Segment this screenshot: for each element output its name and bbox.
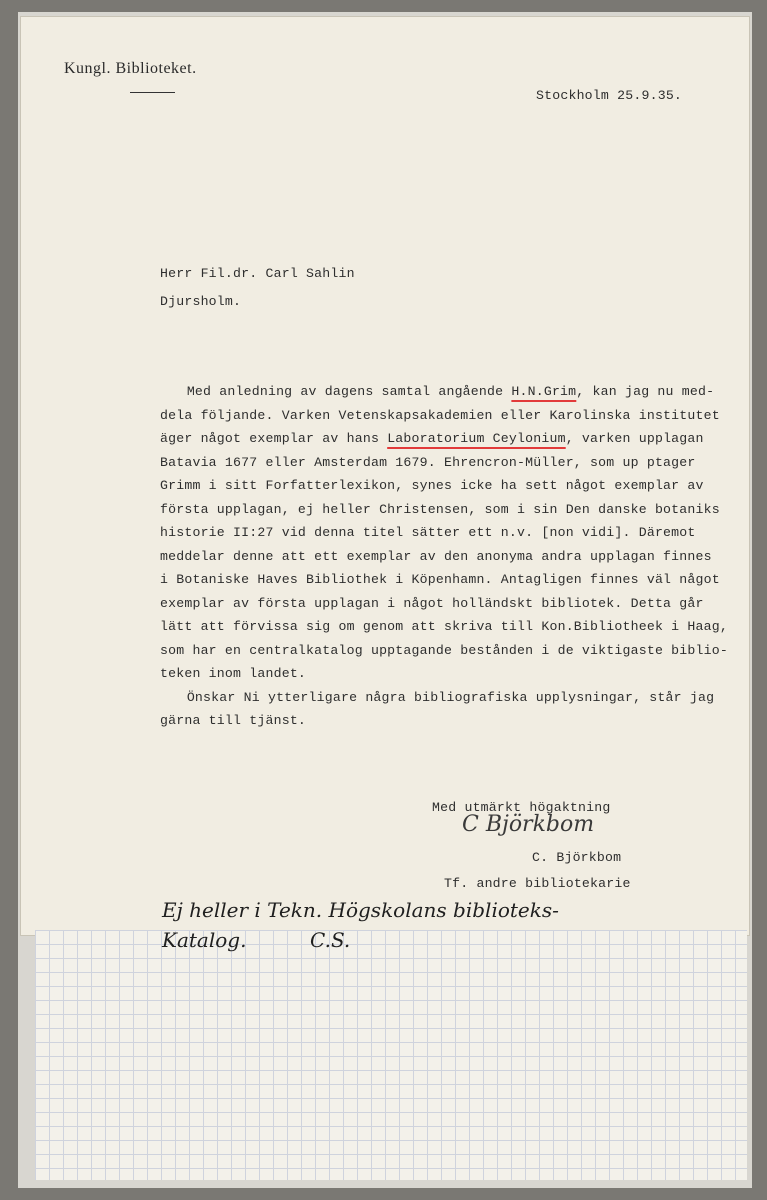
- p1-start: Med anledning av dagens samtal angående: [186, 384, 512, 399]
- p1-mid: , kan jag nu med- dela följande. Varken Vetenskapsakademien eller Karolinska institutet äger något exemplar av hans: [160, 384, 720, 446]
- letterhead: Kungl. Biblioteket.: [64, 60, 197, 77]
- p1-end: , varken upplagan Batavia 1677 eller Amsterdam 1679. Ehrencron-Müller, som up ptager Grimm i sitt Forfatterlexikon, synes icke ha sett något exemplar av första upplagan, ej heller Christensen, som i sin Den danske botaniks historie II:27 vid denna titel sätter ett n.v. [non vidi]. Däremot meddelar denne att ett exemplar av den anonyma andra upplagan finnes i Botaniske Haves Bibliothek i Köpenhamn. Antagligen finnes väl något exemplar av första upplagan i något holländskt bibliotek. Detta går lätt att förvissa sig om genom att skriva till Kon.Bibliotheek i Haag, som har en centralkatalog upptagande bestånden i de viktigaste biblio- teken inom landet.: [160, 431, 728, 681]
- paragraph-2: [160, 686, 730, 733]
- recipient-place: Djursholm.: [160, 294, 242, 309]
- closing-greeting: Med utmärkt högaktning: [432, 800, 611, 815]
- paragraph-1: [160, 380, 730, 686]
- graph-paper-sheet: [35, 930, 747, 1180]
- underlined-title: Laboratorium Ceylonium: [387, 431, 566, 446]
- underlined-name: H.N.Grim: [511, 384, 577, 399]
- recipient-name: Herr Fil.dr. Carl Sahlin: [160, 266, 355, 281]
- handnote-line-1: Ej heller i Tekn. Högskolans biblioteks-: [162, 898, 559, 922]
- handnote-line-2: Katalog. C.S.: [162, 928, 351, 952]
- dateline: Stockholm 25.9.35.: [536, 88, 683, 103]
- letterhead-rule: [130, 92, 175, 93]
- p2-text: Önskar Ni ytterligare några bibliografiska upplysningar, står jag gärna till tjänst.: [160, 689, 715, 728]
- signer-name: C. Björkbom: [532, 850, 622, 865]
- handwritten-signature: C Björkbom: [462, 812, 595, 837]
- handwritten-note: [162, 895, 722, 955]
- signer-title: Tf. andre bibliotekarie: [444, 876, 631, 891]
- letter-body: [160, 380, 730, 733]
- recipient-block: [160, 260, 355, 316]
